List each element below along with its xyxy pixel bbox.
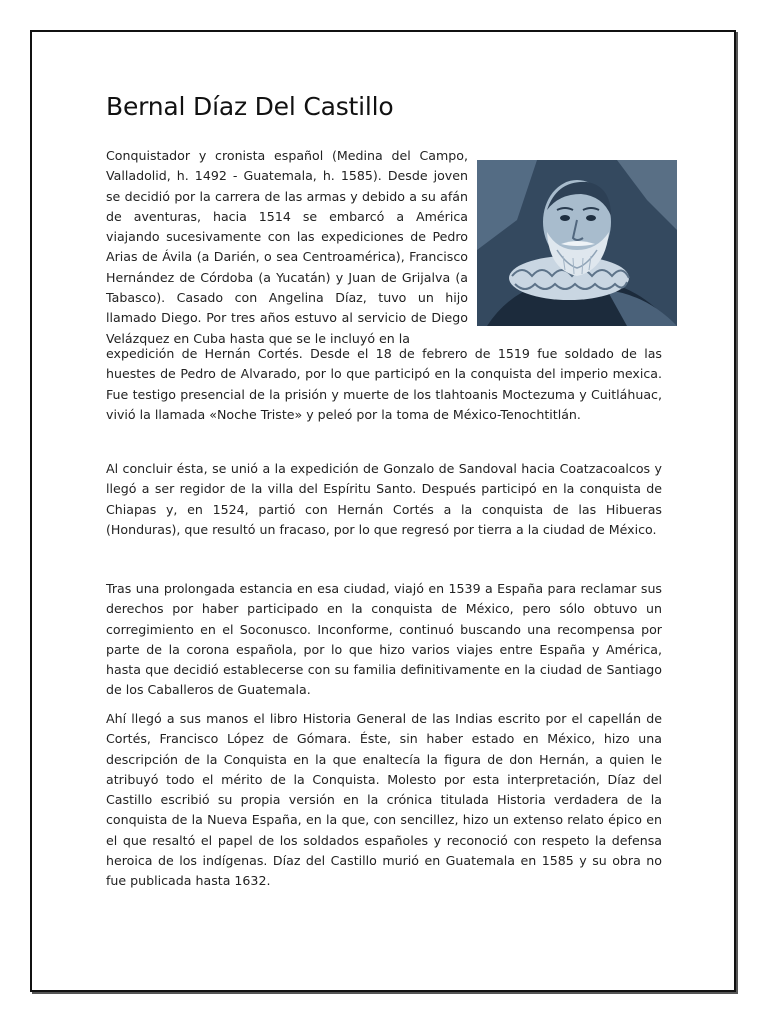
paragraph-4: Ahí llegó a sus manos el libro Historia General de las Indias escrito por el capellán de Cortés, Francisco López de Gómara. Éste, sin haber estado en México, hizo una descripción de la Conquista en la que enaltecía la figura de don Hernán, a quien le atribuyó todo el mérito de la Conquista. Molesto por esta interpretación, Díaz del Castillo escribió su propia versión en la crónica titulada Historia verdadera de la conquista de la Nueva España, en la que, con sencillez, hizo un extenso relato épico en el que resaltó el papel de los soldados españoles y reconoció con respeto la defensa heroica de los indígenas. Díaz del Castillo murió en Guatemala en 1585 y su obra no fue publicada hasta 1632. [106, 711, 662, 889]
paragraph-1-continued: expedición de Hernán Cortés. Desde el 18 de febrero de 1519 fue soldado de las huestes de Pedro de Alvarado, por lo que participó en la conquista del imperio mexica. Fue testigo presencial de la prisión y muerte de los tlahtoanis Moctezuma y Cuitláhuac, vivió la llamada «Noche Triste» y peleó por la toma de México-Tenochtitlán. [106, 346, 662, 422]
document-title: Bernal Díaz Del Castillo [106, 92, 394, 121]
portrait-image [477, 160, 677, 326]
paragraph-2: Al concluir ésta, se unió a la expedición de Gonzalo de Sandoval hacia Coatzacoalcos y llegó a ser regidor de la villa del Espíritu Santo. Después participó en la conquista de Chiapas y, en 1524, partió con Hernán Cortés a la conquista de las Hibueras (Honduras), que resultó un fracaso, por lo que regresó por tierra a la ciudad de México. [106, 461, 662, 537]
paragraph-3: Tras una prolongada estancia en esa ciudad, viajó en 1539 a España para reclamar sus derechos por haber participado en la conquista de México, pero sólo obtuvo un corregimiento en el Soconusco. Inconforme, continuó buscando una recompensa por parte de la corona española, por lo que hizo varios viajes entre España y América, hasta que decidió establecerse con su familia definitivamente en la ciudad de Santiago de los Caballeros de Guatemala. [106, 581, 662, 698]
paragraph-1-wrapped: Conquistador y cronista español (Medina del Campo, Valladolid, h. 1492 - Guatemala, h. 1585). Desde joven se decidió por la carrera de las armas y debido a su afán de aventuras, hacia 1514 se embarcó a América viajando sucesivamente con las expediciones de Pedro Arias de Ávila (a Darién, o sea Centroamérica), Francisco Hernández de Córdoba (a Yucatán) y Juan de Grijalva (a Tabasco). Casado con Angelina Díaz, tuvo un hijo llamado Diego. Por tres años estuvo al servicio de Diego Velázquez en Cuba hasta que se le incluyó en la [106, 148, 468, 346]
